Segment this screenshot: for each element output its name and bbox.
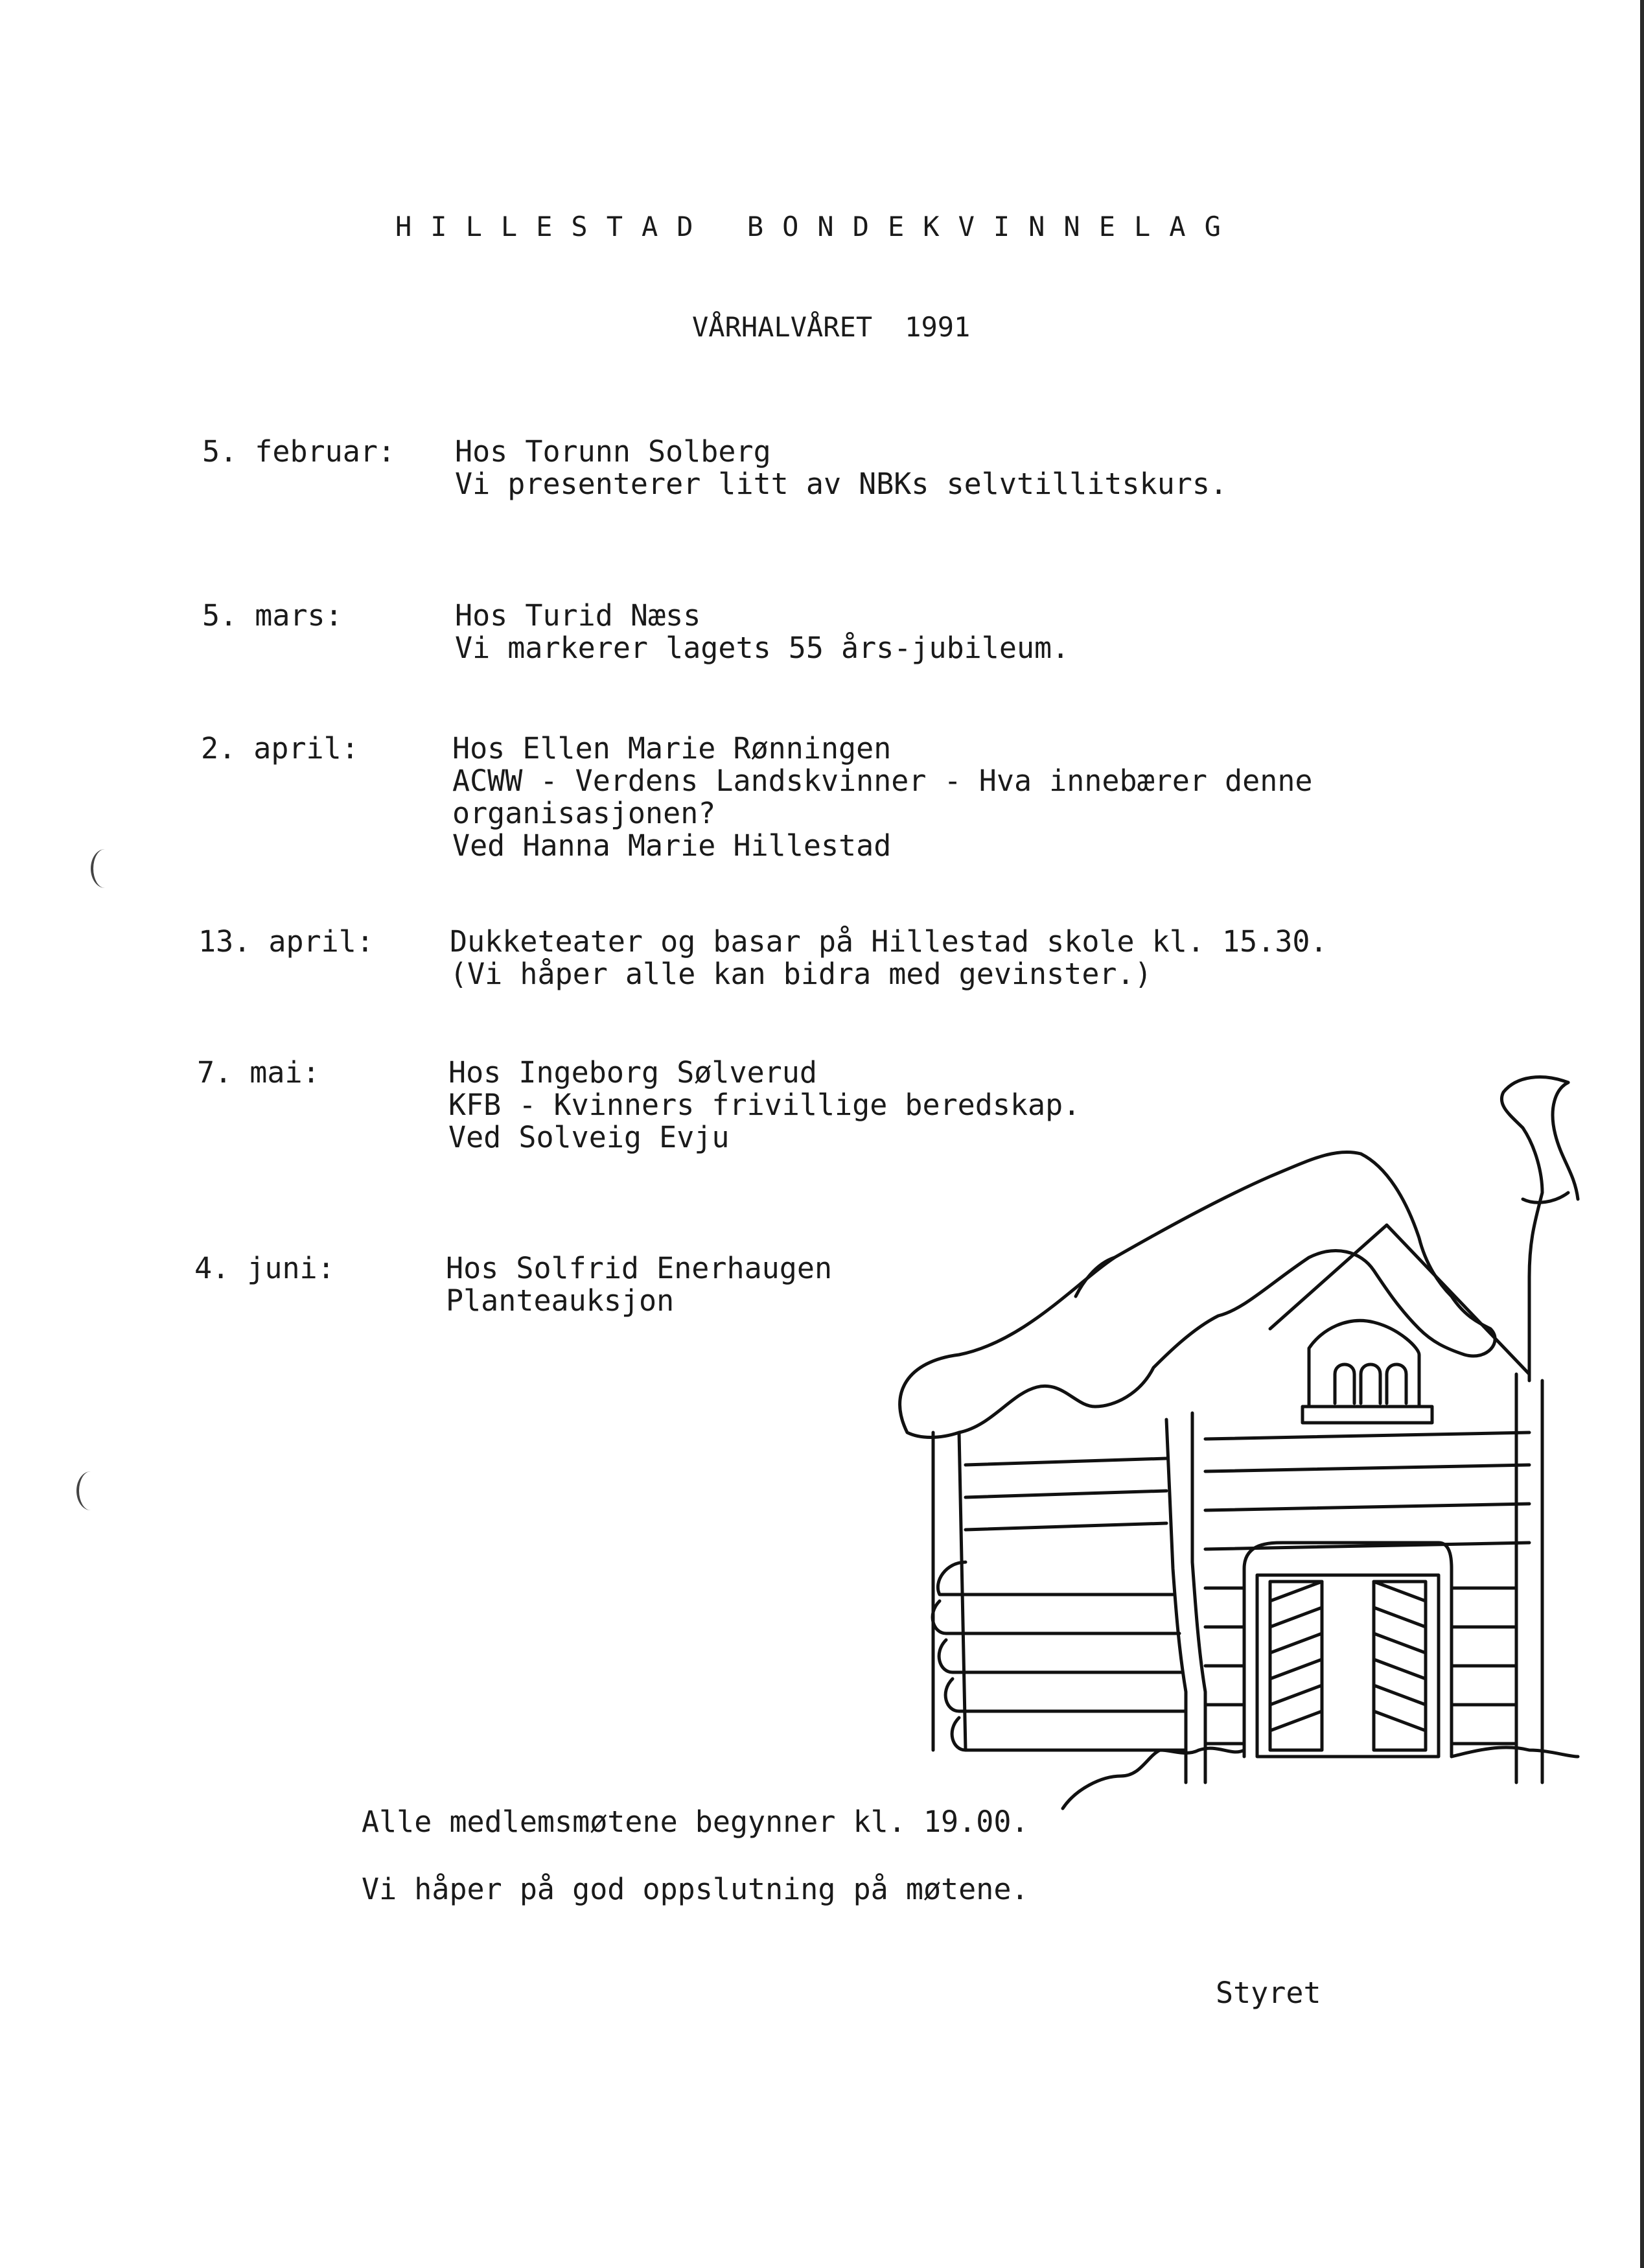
entry-line: (Vi håper alle kan bidra med gevinster.) bbox=[450, 957, 1152, 991]
entry-date: 4. juni: bbox=[194, 1251, 335, 1285]
entry-line: Vi markerer lagets 55 års-jubileum. bbox=[455, 631, 1070, 665]
entry-line: Hos Turid Næss bbox=[455, 598, 701, 633]
log-cabin-drawing-icon bbox=[881, 1070, 1581, 1821]
document-subtitle bbox=[692, 311, 970, 343]
entry-line: ACWW - Verdens Landskvinner - Hva innebærer denne bbox=[452, 764, 1313, 798]
entry-line: Dukketeater og basar på Hillestad skole kl. 15.30. bbox=[450, 924, 1328, 959]
entry-line: Vi presenterer litt av NBKs selvtillitskurs. bbox=[455, 467, 1228, 501]
entry-line: organisasjonen? bbox=[452, 796, 716, 830]
entry-line: Planteauksjon bbox=[446, 1283, 675, 1318]
closing-note: Vi håper på god oppslutning på møtene. bbox=[362, 1872, 1029, 1906]
entry-date: 13. april: bbox=[198, 924, 374, 959]
entry-date: 5. mars: bbox=[202, 598, 343, 633]
entry-line: Ved Hanna Marie Hillestad bbox=[452, 828, 892, 863]
document-title: HILLESTAD BONDEKVINNELAG bbox=[395, 211, 1240, 242]
entry-date: 5. februar: bbox=[202, 434, 396, 469]
year-label: 1991 bbox=[905, 311, 971, 343]
entry-line: Hos Ingeborg Sølverud bbox=[448, 1055, 817, 1090]
punch-hole-bottom bbox=[76, 1471, 105, 1510]
punch-hole-top bbox=[91, 849, 119, 888]
entry-line: Hos Solfrid Enerhaugen bbox=[446, 1251, 833, 1285]
entry-line: KFB - Kvinners frivillige beredskap. bbox=[448, 1088, 1081, 1122]
entry-date: 2. april: bbox=[201, 731, 359, 766]
entry-date: 7. mai: bbox=[197, 1055, 320, 1090]
entry-line: Hos Torunn Solberg bbox=[455, 434, 771, 469]
signature: Styret bbox=[1216, 1976, 1321, 2010]
meeting-time-note: Alle medlemsmøtene begynner kl. 19.00. bbox=[362, 1805, 1029, 1839]
scan-edge bbox=[1640, 0, 1644, 2268]
entry-line: Ved Solveig Evju bbox=[448, 1120, 730, 1154]
entry-line: Hos Ellen Marie Rønningen bbox=[452, 731, 892, 766]
period-label: VÅRHALVÅRET bbox=[692, 311, 873, 343]
